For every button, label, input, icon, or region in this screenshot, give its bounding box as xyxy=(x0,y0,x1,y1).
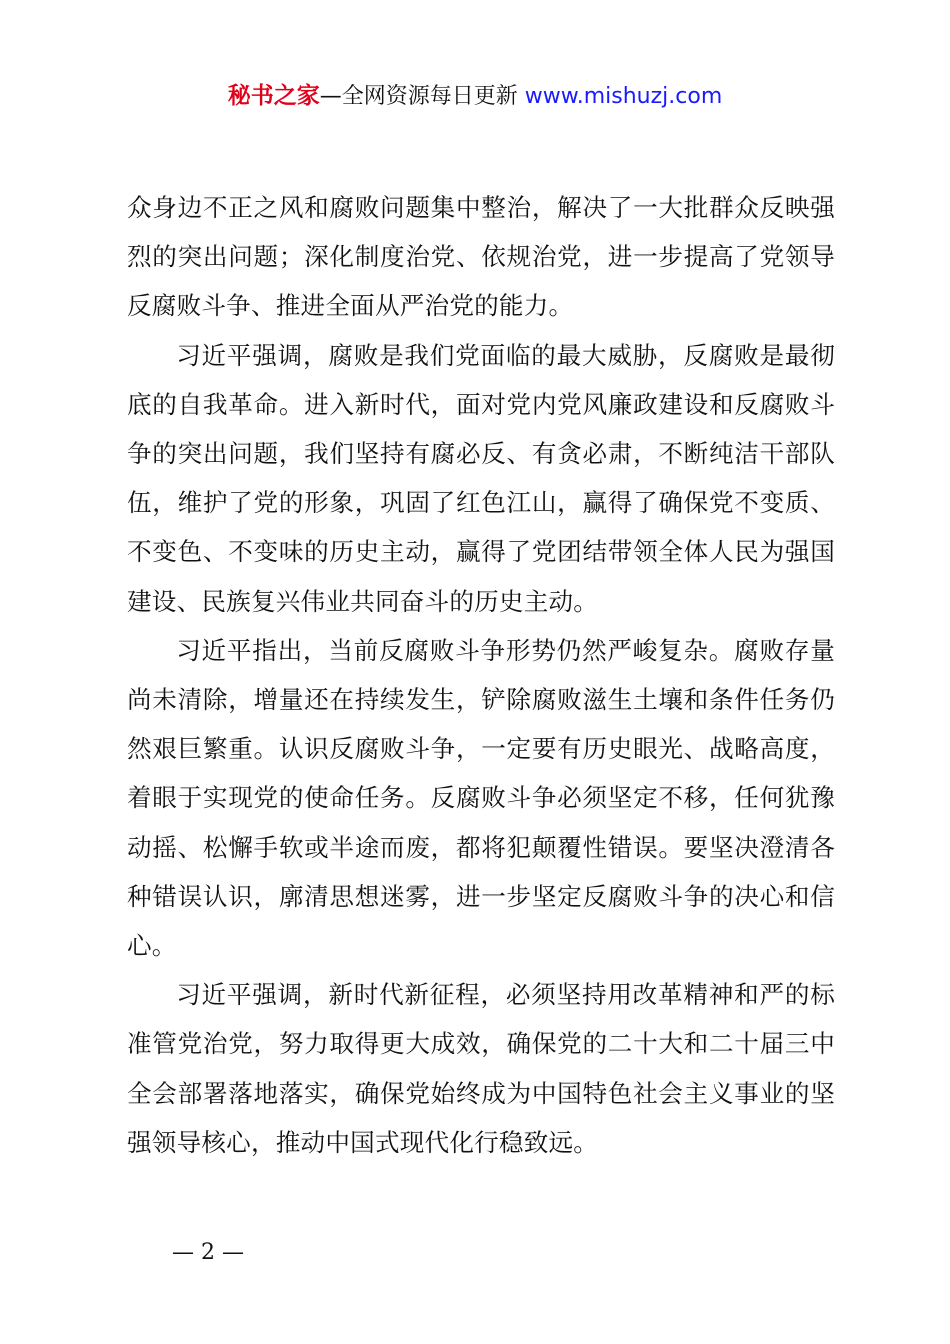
header-dash: — xyxy=(319,84,342,109)
brand-name: 秘书之家 xyxy=(227,83,320,109)
page-number: — 2 — xyxy=(172,1240,244,1265)
website-link[interactable]: www.mishuzj.com xyxy=(524,84,723,109)
paragraph: 习近平强调，腐败是我们党面临的最大威胁，反腐败是最彻底的自我革命。进入新时代，面对党内党风廉政建设和反腐败斗争的突出问题，我们坚持有腐必反、有贪必肃，不断纯洁干部队伍，维护了党的形象，巩固了红色江山，赢得了确保党不变质、不变色、不变味的历史主动，赢得了党团结带领全体人民为强国建设、民族复兴伟业共同奋斗的历史主动。 xyxy=(127,340,835,616)
paragraph-continued: 众身边不正之风和腐败问题集中整治，解决了一大批群众反映强烈的突出问题；深化制度治党、依规治党，进一步提高了党领导反腐败斗争、推进全面从严治党的能力。 xyxy=(127,193,835,321)
page-header xyxy=(0,78,950,115)
paragraph: 习近平强调，新时代新征程，必须坚持用改革精神和严的标准管党治党，努力取得更大成效，确保党的二十大和二十届三中全会部署落地落实，确保党始终成为中国特色社会主义事业的坚强领导核心，推动中国式现代化行稳致远。 xyxy=(127,980,835,1157)
paragraph: 习近平指出，当前反腐败斗争形势仍然严峻复杂。腐败存量尚未清除，增量还在持续发生，铲除腐败滋生土壤和条件任务仍然艰巨繁重。认识反腐败斗争，一定要有历史眼光、战略高度，着眼于实现党的使命任务。反腐败斗争必须坚定不移，任何犹豫动摇、松懈手软或半途而废，都将犯颠覆性错误。要坚决澄清各种错误认识，廓清思想迷雾，进一步坚定反腐败斗争的决心和信心。 xyxy=(127,635,835,961)
document-body xyxy=(127,183,835,1167)
header-slogan: 全网资源每日更新 xyxy=(341,84,518,109)
